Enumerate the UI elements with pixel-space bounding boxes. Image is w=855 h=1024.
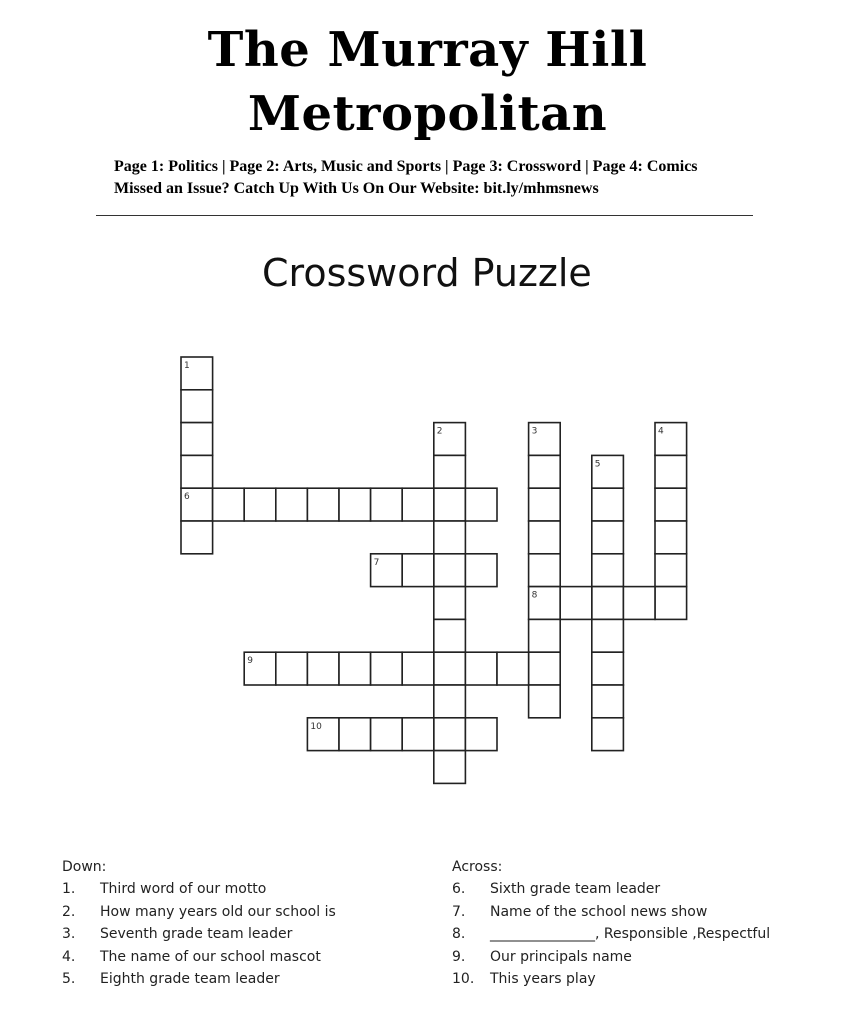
down-clue: [62, 923, 336, 946]
grid-cell[interactable]: [371, 488, 403, 521]
grid-cell[interactable]: [276, 652, 308, 685]
across-clue: [452, 878, 770, 901]
grid-cell[interactable]: [402, 554, 434, 587]
grid-cell[interactable]: [529, 455, 561, 488]
down-heading: Down:: [62, 859, 107, 875]
grid-cell[interactable]: [434, 619, 466, 652]
grid-cell[interactable]: [529, 488, 561, 521]
grid-cell[interactable]: [434, 455, 466, 488]
down-clue: [62, 968, 336, 991]
down-clue: [62, 901, 336, 924]
down-clue: [62, 946, 336, 969]
grid-cell[interactable]: [529, 554, 561, 587]
clue-number: 2.: [62, 903, 76, 920]
clue-number: 3.: [62, 926, 76, 942]
grid-cell[interactable]: [434, 751, 466, 784]
clue-text: Eighth grade team leader: [100, 971, 280, 987]
clue-number-label: 7: [373, 557, 380, 568]
grid-cell[interactable]: [339, 718, 371, 751]
grid-cell[interactable]: [276, 488, 308, 521]
grid-cell[interactable]: [465, 718, 497, 751]
grid-cell[interactable]: [434, 521, 466, 554]
clue-number-label: 8: [531, 590, 538, 601]
grid-cell[interactable]: [307, 652, 339, 685]
grid-cell[interactable]: [244, 488, 276, 521]
grid-cell[interactable]: [623, 587, 655, 620]
grid-cell[interactable]: [434, 587, 466, 620]
clue-number: 8.: [452, 926, 466, 942]
grid-cell[interactable]: [655, 521, 687, 554]
grid-cell[interactable]: [181, 390, 213, 423]
grid-cell[interactable]: [592, 652, 624, 685]
grid-cell[interactable]: [655, 587, 687, 620]
grid-cell[interactable]: [560, 587, 592, 620]
clue-number-label: 5: [594, 459, 601, 470]
grid-cell[interactable]: [371, 718, 403, 751]
grid-cell[interactable]: [181, 455, 213, 488]
grid-cell[interactable]: [402, 718, 434, 751]
grid-cell[interactable]: [592, 587, 624, 620]
clue-text: This years play: [490, 971, 596, 987]
grid-cell[interactable]: [655, 455, 687, 488]
grid-cell[interactable]: [592, 521, 624, 554]
across-clue: [452, 968, 770, 991]
grid-cell[interactable]: [339, 652, 371, 685]
clue-number: 1.: [62, 881, 76, 897]
grid-cell[interactable]: [181, 423, 213, 456]
masthead-line-1: The Murray Hill: [207, 22, 648, 78]
clue-number-label: 2: [436, 426, 443, 437]
across-clue: [452, 923, 770, 946]
website-line: Missed an Issue? Catch Up With Us On Our Website: bit.ly/mhmsnews: [114, 180, 599, 197]
grid-cell[interactable]: [434, 488, 466, 521]
grid-cell[interactable]: [434, 718, 466, 751]
grid-cell[interactable]: [434, 652, 466, 685]
down-clue: [62, 878, 336, 901]
grid-cell[interactable]: [655, 488, 687, 521]
clue-number: 7.: [452, 903, 466, 920]
clue-text: Seventh grade team leader: [100, 926, 293, 942]
grid-cell[interactable]: [402, 488, 434, 521]
clue-number: 10.: [452, 971, 475, 987]
grid-cell[interactable]: [465, 652, 497, 685]
grid-cell[interactable]: [434, 685, 466, 718]
clue-number-label: 1: [184, 361, 190, 371]
clue-text: Name of the school news show: [490, 903, 708, 920]
grid-cell[interactable]: [213, 488, 245, 521]
grid-cell[interactable]: [465, 554, 497, 587]
grid-cell[interactable]: [371, 652, 403, 685]
clue-text: Third word of our motto: [100, 881, 267, 897]
clue-number-label: 10: [310, 721, 322, 732]
clue-text: Sixth grade team leader: [490, 881, 661, 897]
grid-cell[interactable]: [497, 652, 529, 685]
clue-text: _______________, Responsible ,Respectful: [490, 926, 771, 942]
clue-number: 5.: [62, 971, 76, 987]
grid-cell[interactable]: [529, 685, 561, 718]
across-clue: [452, 946, 770, 969]
grid-cell[interactable]: [307, 488, 339, 521]
clue-number-label: 6: [184, 492, 190, 503]
grid-cell[interactable]: [465, 488, 497, 521]
across-clue: [452, 901, 770, 924]
clue-text: The name of our school mascot: [100, 948, 321, 965]
grid-cell[interactable]: [655, 554, 687, 587]
across-heading: Across:: [452, 859, 503, 875]
grid-cell[interactable]: [592, 488, 624, 521]
grid-cell[interactable]: [592, 619, 624, 652]
grid-cell[interactable]: [592, 554, 624, 587]
grid-cell[interactable]: [402, 652, 434, 685]
clue-number-label: 3: [531, 426, 538, 437]
clue-text: How many years old our school is: [100, 903, 336, 920]
across-clues: [452, 856, 770, 991]
grid-cell[interactable]: [434, 554, 466, 587]
grid-cell[interactable]: [529, 652, 561, 685]
grid-cell[interactable]: [181, 521, 213, 554]
clue-number: 9.: [452, 948, 466, 965]
clue-number-label: 9: [247, 656, 253, 667]
grid-cell[interactable]: [592, 685, 624, 718]
clue-number: 4.: [62, 948, 76, 965]
down-clues: [62, 856, 336, 991]
clue-number-label: 4: [658, 426, 664, 437]
page-index-line: Page 1: Politics | Page 2: Arts, Music and Sports | Page 3: Crossword | Page 4: Comics: [114, 158, 698, 175]
clue-text: Our principals name: [490, 948, 632, 965]
grid-cell[interactable]: [529, 619, 561, 652]
masthead-line-2: Metropolitan: [247, 86, 608, 142]
puzzle-title: Crossword Puzzle: [262, 251, 592, 295]
grid-cell[interactable]: [339, 488, 371, 521]
grid-cell[interactable]: [592, 718, 624, 751]
clue-number: 6.: [452, 881, 466, 897]
grid-cell[interactable]: [529, 521, 561, 554]
